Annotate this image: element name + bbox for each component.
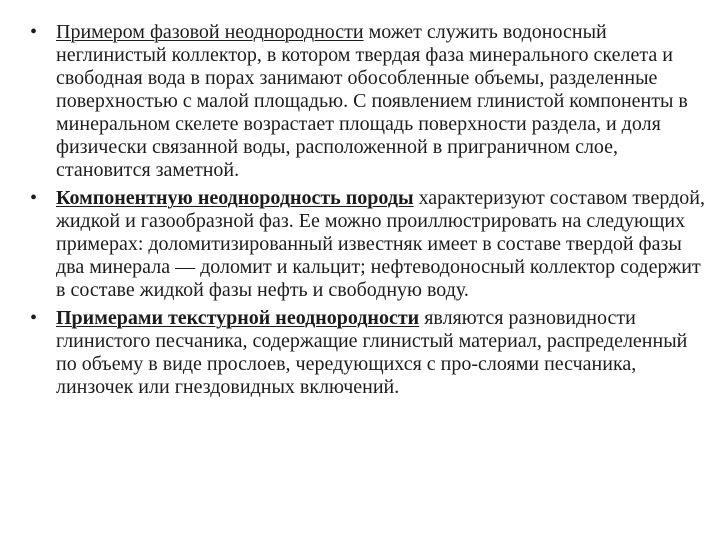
term-component-heterogeneity: Компонентную неоднородность породы: [56, 187, 414, 209]
bullet-item-component-heterogeneity: [30, 187, 710, 302]
bullet-text-component-heterogeneity: характеризуют составом твердой, жидкой и газообразной фаз. Ее можно проиллюстрировать на следующих примерах: доломитизированный известняк имеет в составе твердой фазы два минерала — доломит и кальцит; нефтеводоносный коллектор содержит в составе жидкой фазы нефть и свободную воду.: [56, 187, 705, 301]
bullet-item-texture-heterogeneity: [30, 307, 710, 399]
term-texture-heterogeneity: Примерами текстурной неоднородности: [56, 307, 420, 329]
bullet-text-texture-heterogeneity: являются разновидности глинистого песчаника, содержащие глинистый материал, распределенный по объему в виде прослоев, чередующихся с про-слоями песчаника, линзочек или гнездовидных включений.: [56, 307, 688, 398]
term-phase-heterogeneity: Примером фазовой неоднородности: [56, 21, 364, 43]
bullet-item-phase-heterogeneity: [30, 21, 710, 182]
bullet-dot-icon: •: [30, 307, 38, 329]
bullet-text-phase-heterogeneity: может служить водоносный неглинистый коллектор, в котором твердая фаза минерального скелета и свободная вода в порах занимают обособленные объемы, разделенные поверхностью с малой площадью. С появлением глинистой компоненты в минеральном скелете возрастает площадь поверхности раздела, и доля физически связанной воды, расположенной в приграничном слое, становится заметной.: [56, 21, 688, 181]
bullet-dot-icon: •: [30, 21, 38, 43]
bullet-list: [30, 21, 710, 404]
bullet-dot-icon: •: [30, 187, 38, 209]
